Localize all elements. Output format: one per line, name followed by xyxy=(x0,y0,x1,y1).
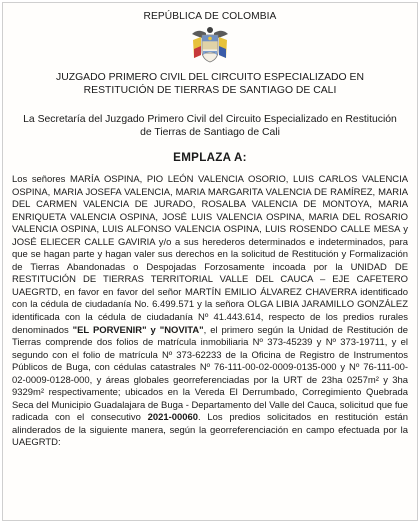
body-part-2: , el primero según la Unidad de Restitución de Tierras comprende dos folios de matrícula inmobiliaria Nº 373-45239 y Nº 373-19711, y el segundo con el folio de matrícula Nº 373-62233 de la Oficina de Registro de Instrumentos Públicos de Buga, con cédulas catastrales Nº 76-111-00-02-0009-0135-000 y Nº 76-111-00-02-0009-0128-000, y áreas globales georreferenciadas por la URT de 23ha 0257m² y 3ha 9329m² respectivamente; ubicados en la Vereda El Derrumbado, Corregimiento Quebrada Seca del Municipio Guadalajara de Buga - Departamento del Valle del Cauca, solicitud que fue radicada con el consecutivo xyxy=(12,324,408,424)
court-name: JUZGADO PRIMERO CIVIL DEL CIRCUITO ESPECIALIZADO EN RESTITUCIÓN DE TIERRAS DE SANTIAGO DE CALI xyxy=(56,72,364,96)
seal xyxy=(12,25,408,65)
summons-body xyxy=(12,174,408,450)
secretary-statement: La Secretaría del Juzgado Primero Civil del Circuito Especializado en Restitución de Tierras de Santiago de Cali xyxy=(23,114,397,138)
property-names: "EL PORVENIR" y "NOVITA" xyxy=(72,324,204,336)
document-page xyxy=(2,2,418,521)
republic-title: REPÚBLICA DE COLOMBIA xyxy=(143,11,277,22)
summons-heading: EMPLAZA A: xyxy=(173,151,247,164)
colombia-coat-of-arms-icon xyxy=(188,25,232,65)
filing-number: 2021-00060 xyxy=(147,412,199,424)
body-part-3: . Los predios solicitados en restitución están alinderados de la siguiente manera, según la georreferenciación en campo efectuada por la UAEGRTD: xyxy=(12,412,409,449)
body-part-1: Los señores MARÍA OSPINA, PIO LEÓN VALENCIA OSORIO, LUIS CARLOS VALENCIA OSPINA, MARIA JOSEFA VALENCIA, MARIA MARGARITA VALENCIA DE RAMÍREZ, MARIA DEL CARMEN VALENCIA DE JURADO, ROSALBA VALENCIA DE MONTOYA, MARIA ENRIQUETA VALENCIA OSPINA, JOSÉ LUIS VALENCIA OSPINA, MARIA DEL ROSARIO VALENCIA OSPINA, LUIS ALFONSO VALENCIA OSPINA, LUIS ROSENDO CALLE MESA y JOSÉ ELIECER CALLE GAVIRIA y/o a sus herederos determinados e indeterminados, para que se hagan parte y hagan valer sus derechos en la solicitud de Restitución y Formalización de Tierras Abandonadas o Despojadas Forzosamente incoada por la UNIDAD DE RESTITUCIÓN DE TIERRAS TERRITORIAL VALLE DEL CAUCA – EJE CAFETERO UAEGRTD, en favor en favor del señor MARTÍN EMILIO ÁLVAREZ CHAVERRA identificado con la cédula de ciudadanía No. 6.499.571 y la señora OLGA LIBIA JARAMILLO GONZÁLEZ identificada con la cédula de ciudadanía Nº 41.443.614, respecto de los predios rurales denominados xyxy=(12,174,408,336)
